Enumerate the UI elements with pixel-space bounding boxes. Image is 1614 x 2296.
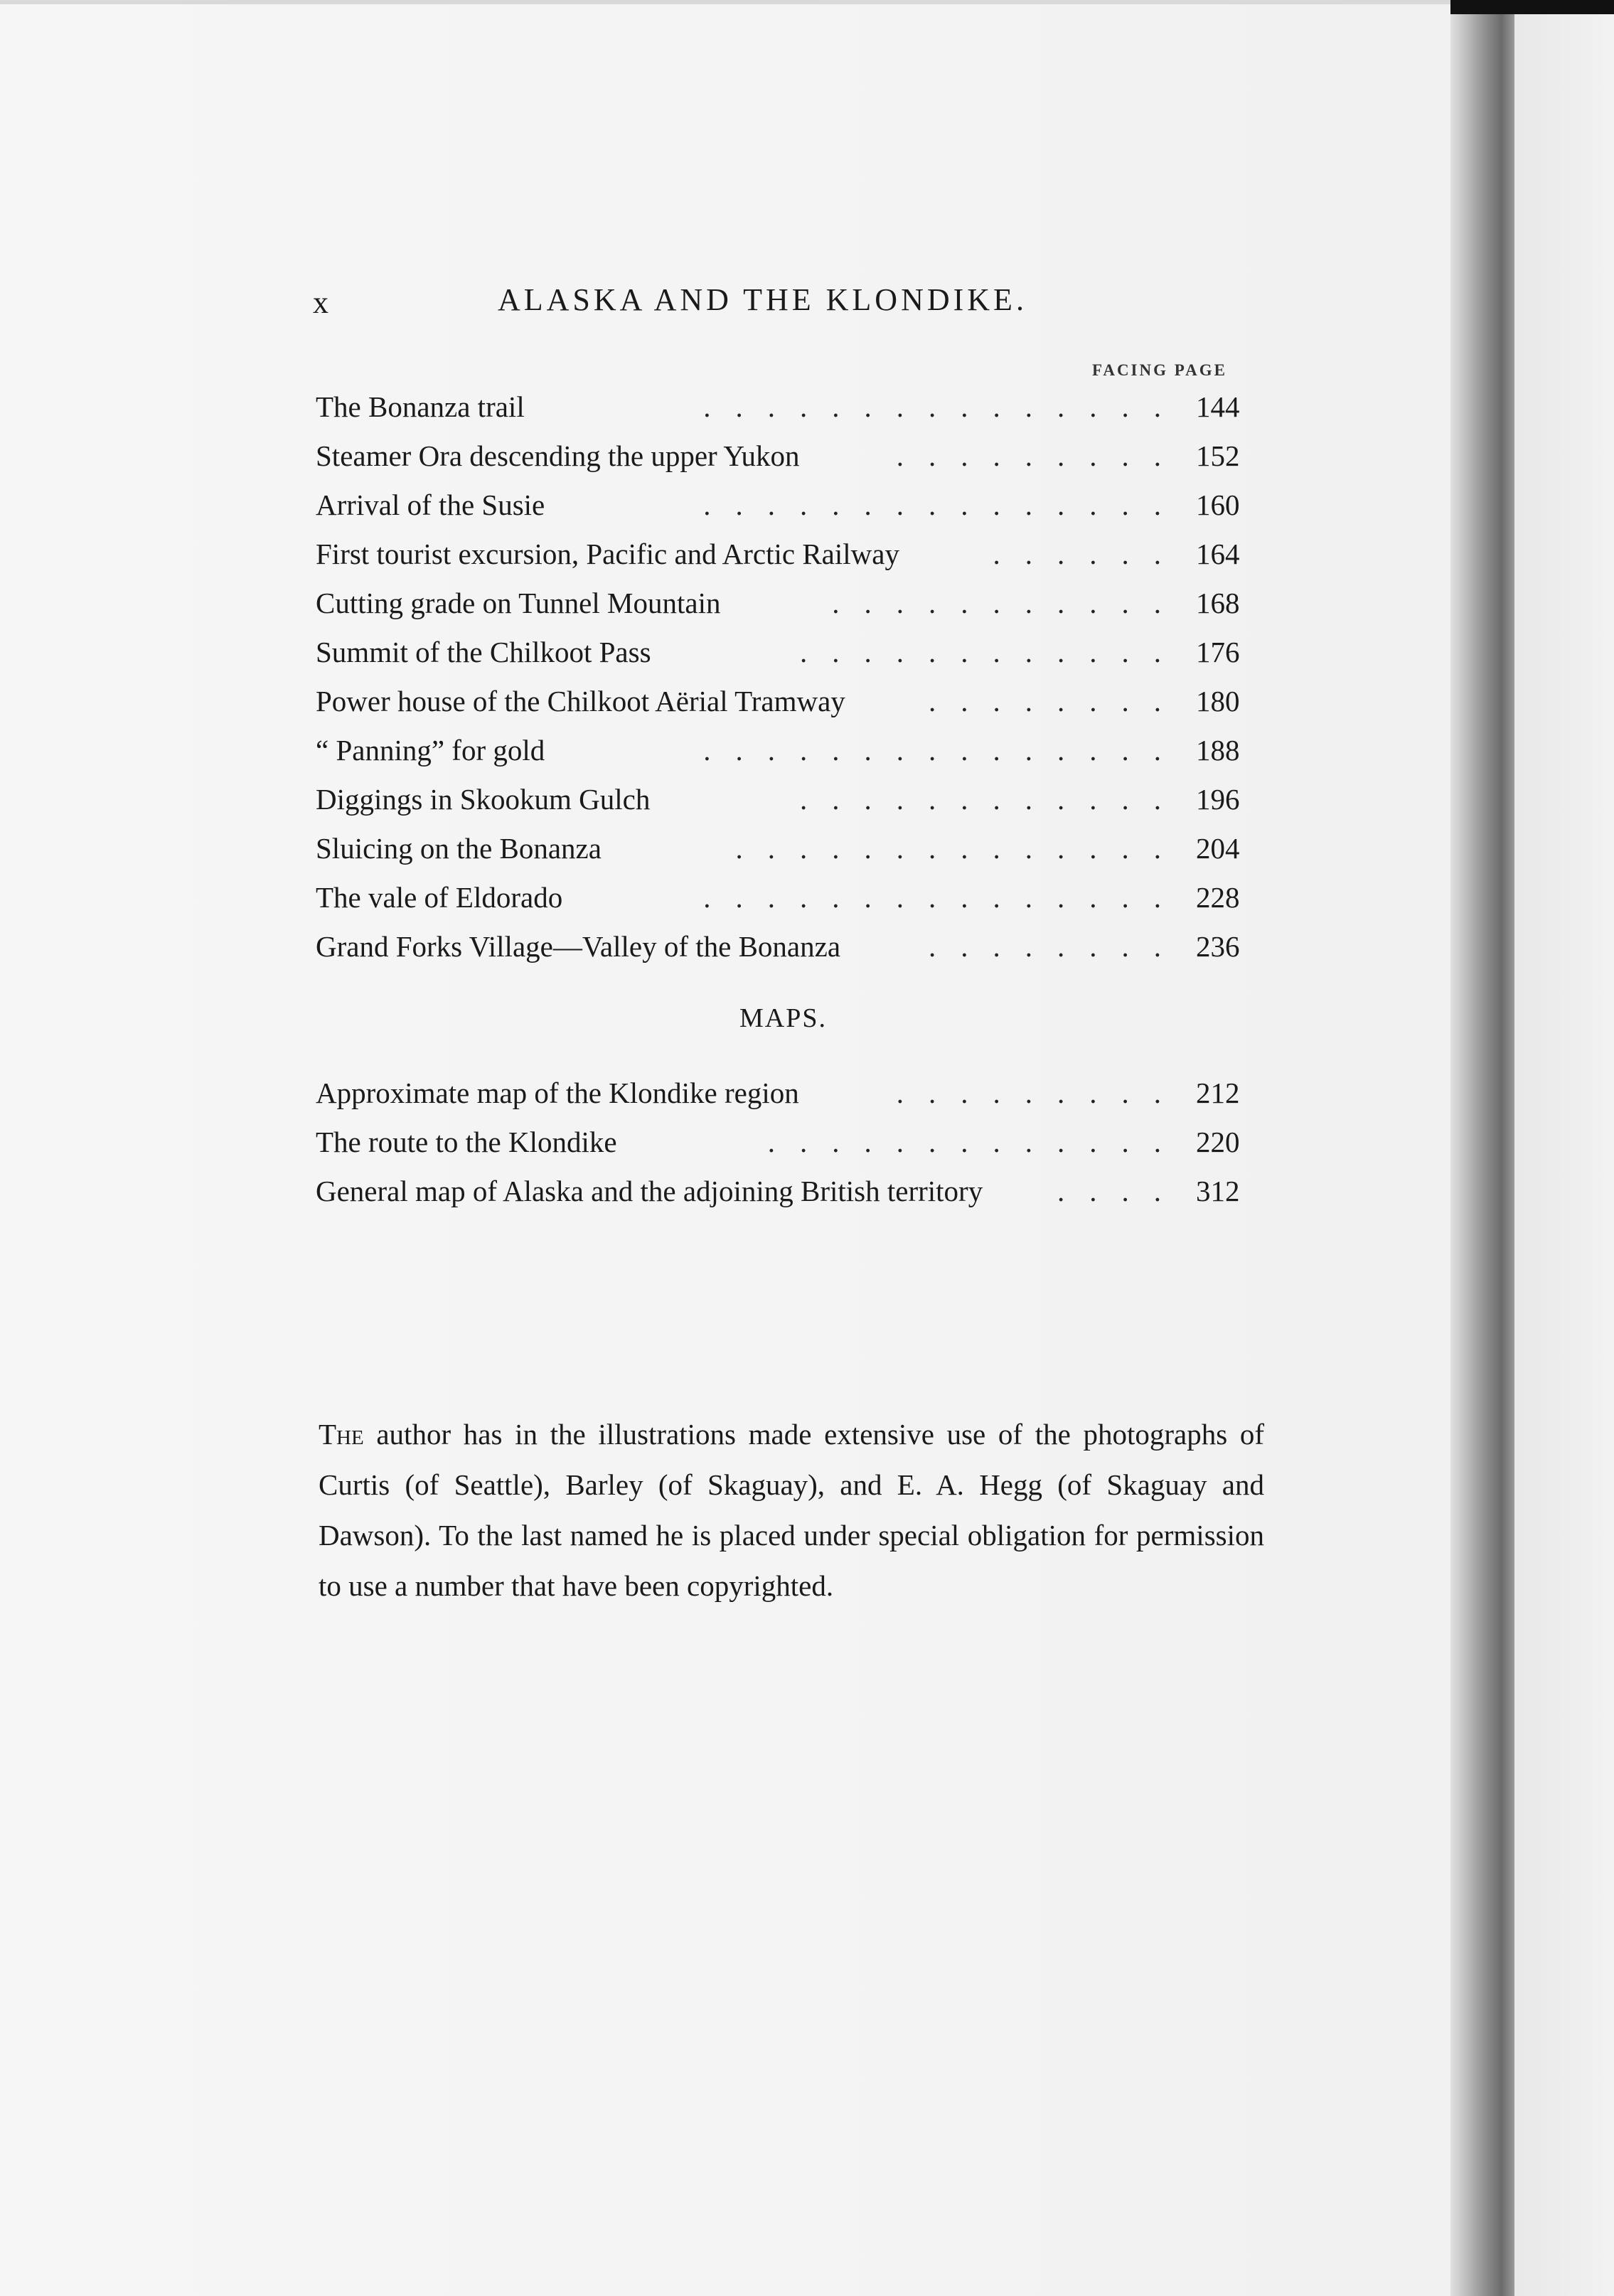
- note-text: author has in the illustrations made extensive use of the photographs of Curtis (of Seattle), Barley (of Skaguay), and E. A. Hegg (of Skaguay and Dawson). To the last named he is placed under special obligation for permission to use a number that have been copyrighted.: [319, 1418, 1264, 1602]
- list-item: [316, 922, 1260, 971]
- entry-page: 236: [1196, 930, 1240, 963]
- running-head: ALASKA AND THE KLONDIKE.: [498, 282, 1027, 317]
- list-item: [316, 481, 1260, 530]
- entry-page: 168: [1196, 587, 1240, 619]
- entry-page: 312: [1196, 1175, 1240, 1207]
- entry-title: Diggings in Skookum Gulch: [316, 783, 651, 816]
- list-item: [316, 1118, 1260, 1167]
- entry-title: First tourist excursion, Pacific and Arctic Railway: [316, 538, 899, 570]
- list-item: [316, 775, 1260, 824]
- entry-page: 160: [1196, 488, 1240, 521]
- leader-dots: ...............: [703, 390, 1186, 423]
- list-item: [316, 432, 1260, 481]
- entry-title: The route to the Klondike: [316, 1126, 617, 1158]
- list-item: [316, 1069, 1260, 1118]
- list-item: [316, 383, 1260, 432]
- leader-dots: ............: [800, 783, 1186, 816]
- entry-page: 144: [1196, 390, 1240, 423]
- leader-dots: ...............: [703, 488, 1186, 521]
- leader-dots: ............: [800, 636, 1186, 668]
- book-fore-edge: [1514, 14, 1614, 2296]
- entry-title: Approximate map of the Klondike region: [316, 1077, 799, 1109]
- entry-title: Cutting grade on Tunnel Mountain: [316, 587, 721, 619]
- leader-dots: ....: [1057, 1175, 1186, 1207]
- leader-dots: .........: [896, 1077, 1186, 1109]
- list-item: [316, 677, 1260, 726]
- list-item: [316, 579, 1260, 628]
- list-item: [316, 530, 1260, 579]
- entry-title: General map of Alaska and the adjoining British territory: [316, 1175, 983, 1207]
- entry-title: Arrival of the Susie: [316, 488, 545, 521]
- facing-page-label: FACING PAGE: [1092, 361, 1227, 379]
- entry-page: 188: [1196, 734, 1240, 767]
- leader-dots: ...........: [832, 587, 1186, 619]
- page-number: x: [313, 285, 329, 320]
- entry-page: 176: [1196, 636, 1240, 668]
- book-spine-shadow: [1450, 14, 1514, 2296]
- leader-dots: ..............: [735, 832, 1186, 865]
- entry-title: Summit of the Chilkoot Pass: [316, 636, 651, 668]
- list-item: [316, 628, 1260, 677]
- entry-title: Grand Forks Village—Valley of the Bonanza: [316, 930, 841, 963]
- maps-list: [316, 1069, 1260, 1216]
- entry-title: Sluicing on the Bonanza: [316, 832, 602, 865]
- leader-dots: ........: [929, 930, 1186, 963]
- entry-page: 152: [1196, 439, 1240, 472]
- page-top-edge: [0, 0, 1450, 4]
- leader-dots: .........: [896, 439, 1186, 472]
- leader-dots: .............: [767, 1126, 1186, 1158]
- entry-title: The Bonanza trail: [316, 390, 525, 423]
- page-header: [313, 277, 1258, 327]
- leader-dots: ......: [993, 538, 1186, 570]
- entry-title: The vale of Eldorado: [316, 881, 563, 914]
- list-item: [316, 1167, 1260, 1216]
- maps-heading: MAPS.: [739, 1003, 827, 1033]
- list-item: [316, 873, 1260, 922]
- entry-page: 204: [1196, 832, 1240, 865]
- note-lead: The: [319, 1418, 364, 1451]
- list-item: [316, 824, 1260, 873]
- author-note: [319, 1409, 1264, 1611]
- leader-dots: ........: [929, 685, 1186, 717]
- entry-page: 220: [1196, 1126, 1240, 1158]
- illustrations-list: [316, 383, 1260, 971]
- entry-title: Power house of the Chilkoot Aërial Tramway: [316, 685, 845, 717]
- entry-title: “ Panning” for gold: [316, 734, 545, 767]
- entry-page: 228: [1196, 881, 1240, 914]
- entry-page: 212: [1196, 1077, 1240, 1109]
- entry-page: 180: [1196, 685, 1240, 717]
- list-item: [316, 726, 1260, 775]
- entry-title: Steamer Ora descending the upper Yukon: [316, 439, 800, 472]
- entry-page: 196: [1196, 783, 1240, 816]
- entry-page: 164: [1196, 538, 1240, 570]
- leader-dots: ...............: [703, 881, 1186, 914]
- leader-dots: ...............: [703, 734, 1186, 767]
